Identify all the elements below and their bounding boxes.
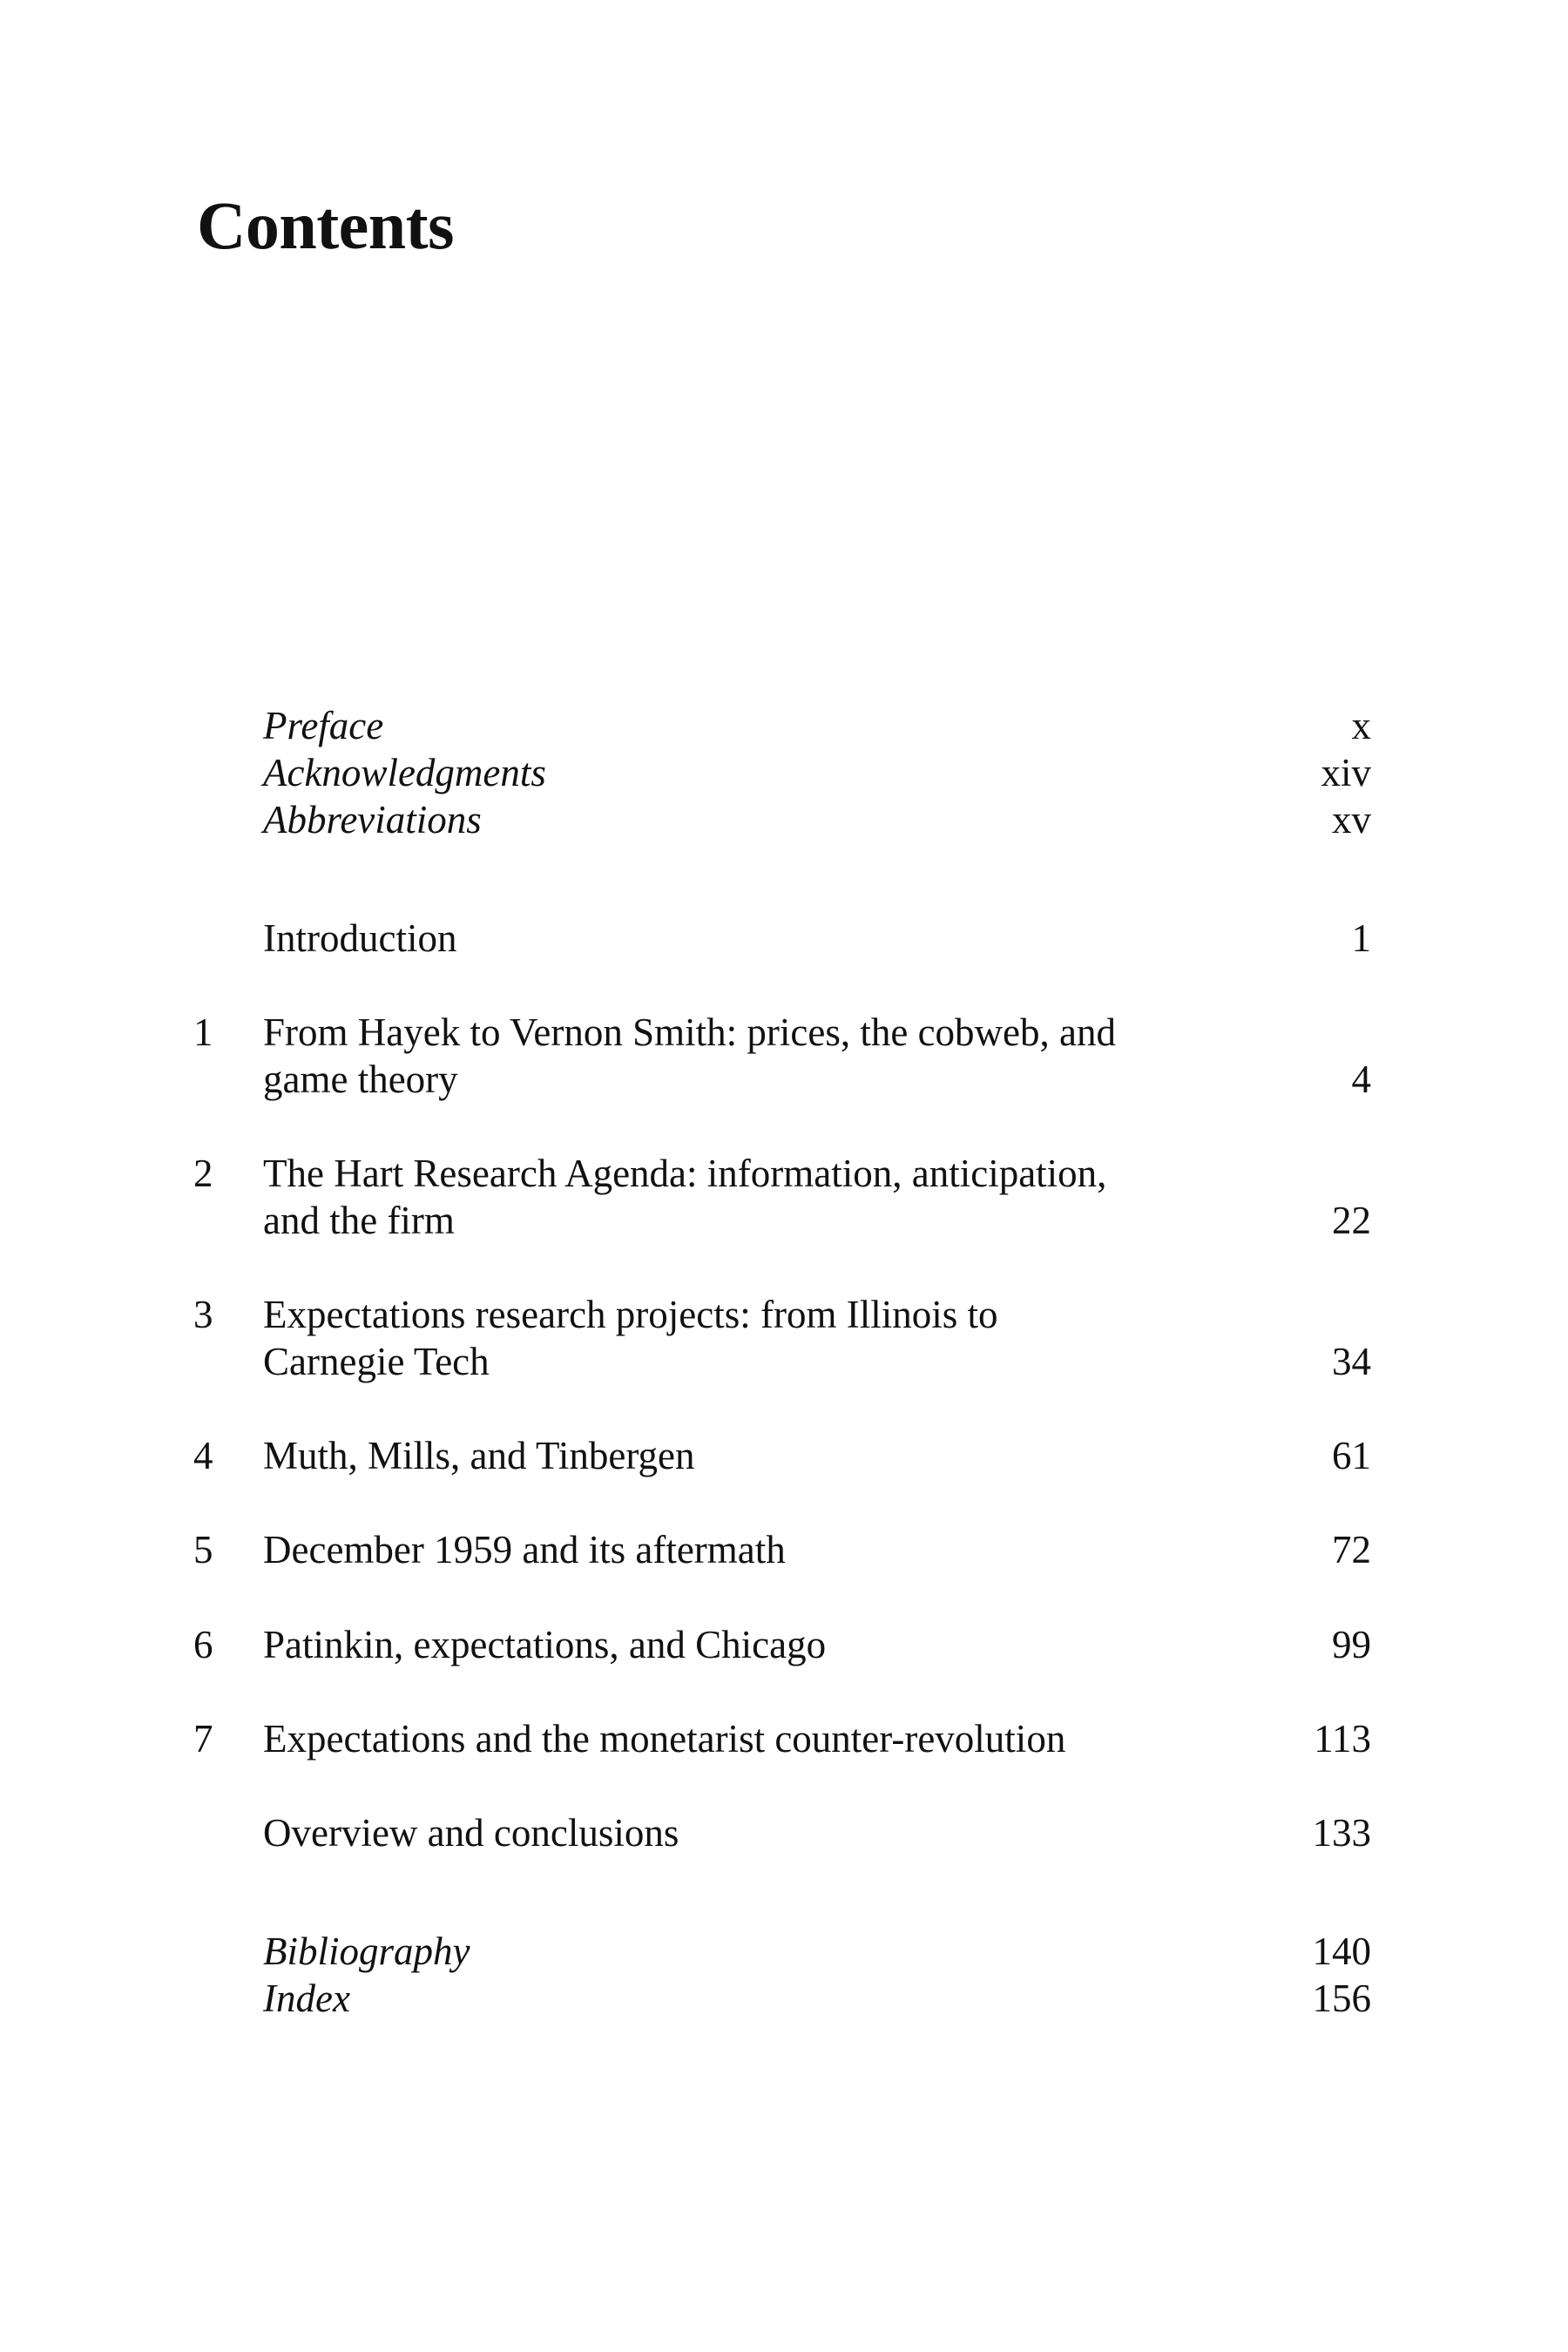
toc-entry-title [263, 1150, 1265, 1244]
toc-entry-preface[interactable] [0, 702, 1568, 749]
toc-entry-page: 72 [1332, 1528, 1371, 1571]
toc-entry-title-line-2: Carnegie Tech [263, 1340, 490, 1383]
toc-entry-page: 133 [1312, 1811, 1371, 1855]
toc-entry-page: 140 [1312, 1930, 1371, 1973]
toc-entry-chapter-5[interactable] [0, 1526, 1568, 1573]
toc-entry-chapter-2[interactable] [0, 1150, 1568, 1244]
toc-entry-acknowledgments[interactable] [0, 749, 1568, 796]
toc-entry-number: 2 [193, 1152, 213, 1195]
toc-entry-number: 7 [193, 1717, 213, 1761]
toc-entry-title: Overview and conclusions [263, 1811, 679, 1855]
toc-entry-page: x [1351, 704, 1371, 747]
toc-entry-page: xv [1332, 798, 1371, 841]
toc-entry-title: Index [263, 1977, 350, 2020]
toc-entry-title: Abbreviations [263, 798, 482, 841]
toc-entry-chapter-3[interactable] [0, 1291, 1568, 1385]
toc-entry-title-line-2: and the firm [263, 1199, 455, 1242]
toc-entry-page: 1 [1351, 916, 1371, 960]
toc-entry-number: 6 [193, 1623, 213, 1666]
toc-entry-number: 4 [193, 1434, 213, 1477]
toc-entry-page: 4 [1351, 1058, 1371, 1101]
toc-entry-title-line-1: The Hart Research Agenda: information, anticipation, [263, 1152, 1107, 1195]
toc-entry-chapter-1[interactable] [0, 1009, 1568, 1103]
toc-entry-page: 156 [1312, 1977, 1371, 2020]
toc-entry-title: Bibliography [263, 1930, 470, 1973]
toc-entry-title [263, 1009, 1265, 1103]
page-title: Contents [197, 187, 455, 263]
toc-entry-page: 113 [1314, 1717, 1371, 1761]
toc-entry-title-line-1: Expectations research projects: from Illinois to [263, 1293, 998, 1336]
toc-entry-title: Patinkin, expectations, and Chicago [263, 1623, 827, 1666]
toc-entry-number: 5 [193, 1528, 213, 1571]
toc-entry-page: 99 [1332, 1623, 1371, 1666]
toc-entry-title [263, 1291, 1265, 1385]
toc-entry-page: 34 [1332, 1340, 1371, 1383]
toc-entry-title-line-1: From Hayek to Vernon Smith: prices, the cobweb, and [263, 1010, 1116, 1054]
toc-entry-title: Introduction [263, 916, 457, 960]
toc-entry-introduction[interactable] [0, 915, 1568, 962]
toc-entry-title-line-2: game theory [263, 1058, 458, 1101]
toc-entry-conclusions[interactable] [0, 1809, 1568, 1856]
toc-entry-chapter-6[interactable] [0, 1621, 1568, 1668]
toc-entry-bibliography[interactable] [0, 1928, 1568, 1975]
toc-entry-page: 22 [1332, 1199, 1371, 1242]
toc-entry-page: xiv [1321, 751, 1371, 794]
toc-entry-chapter-7[interactable] [0, 1715, 1568, 1762]
toc-entry-title: Expectations and the monetarist counter-revolution [263, 1717, 1066, 1761]
toc-entry-title: December 1959 and its aftermath [263, 1528, 786, 1571]
toc-entry-page: 61 [1332, 1434, 1371, 1477]
toc-entry-title: Muth, Mills, and Tinbergen [263, 1434, 695, 1477]
toc-entry-title: Acknowledgments [263, 751, 546, 794]
toc-entry-number: 1 [193, 1010, 213, 1054]
toc-entry-index[interactable] [0, 1975, 1568, 2022]
toc-entry-abbreviations[interactable] [0, 796, 1568, 843]
toc-entry-chapter-4[interactable] [0, 1432, 1568, 1479]
toc-entry-title: Preface [263, 704, 384, 747]
toc-entry-number: 3 [193, 1293, 213, 1336]
